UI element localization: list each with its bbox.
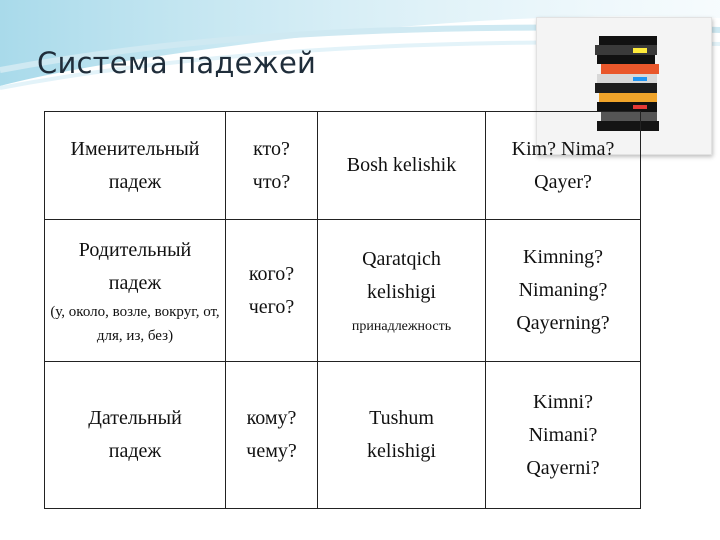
case-uz-cell <box>318 112 486 220</box>
table-row <box>45 220 641 362</box>
case-name-line: падеж <box>108 440 162 462</box>
question-text: Qayerning? <box>516 312 610 334</box>
questions-uz-cell <box>486 220 641 362</box>
question-text: Nimaning? <box>518 279 608 301</box>
case-prepositions-note: (у, около, возле, вокруг, от, для, из, без) <box>50 303 220 344</box>
cases-table <box>44 111 641 509</box>
table-row <box>45 362 641 509</box>
question-text: чему? <box>246 440 297 462</box>
questions-ru-cell <box>226 362 318 509</box>
questions-uz-cell <box>486 112 641 220</box>
case-uz-line: Qaratqich <box>362 247 441 270</box>
case-uz-line: Bosh kelishik <box>346 154 457 176</box>
slide-title: Система падежей <box>37 46 317 80</box>
case-name-cell <box>45 220 226 362</box>
questions-ru-cell <box>226 220 318 362</box>
case-uz-cell <box>318 220 486 362</box>
case-name-line: падеж <box>108 170 162 193</box>
question-text: Kim? Nima? <box>511 137 615 160</box>
question-text: Nimani? <box>528 423 598 446</box>
case-meaning-note: принадлежность <box>351 318 452 334</box>
question-text: Kimning? <box>523 246 603 268</box>
case-name-line: Дательный <box>88 407 182 429</box>
case-name-line: Именительный <box>70 137 200 160</box>
case-name-line: Родительный <box>78 238 192 261</box>
case-uz-line: kelishigi <box>367 280 436 303</box>
case-name-cell <box>45 362 226 509</box>
case-uz-cell <box>318 362 486 509</box>
questions-ru-cell <box>226 112 318 220</box>
case-name-cell <box>45 112 226 220</box>
question-text: Kimni? <box>533 390 593 413</box>
question-text: что? <box>252 170 291 193</box>
case-name-line: падеж <box>108 271 162 294</box>
case-uz-line: Tushum <box>369 407 434 429</box>
question-text: кто? <box>253 137 290 160</box>
question-text: Qayerni? <box>526 456 600 479</box>
table-row <box>45 112 641 220</box>
case-uz-line: kelishigi <box>367 440 436 462</box>
questions-uz-cell <box>486 362 641 509</box>
question-text: чего? <box>248 295 295 318</box>
question-text: Qayer? <box>534 170 592 193</box>
question-text: кому? <box>246 407 297 429</box>
question-text: кого? <box>248 262 295 285</box>
